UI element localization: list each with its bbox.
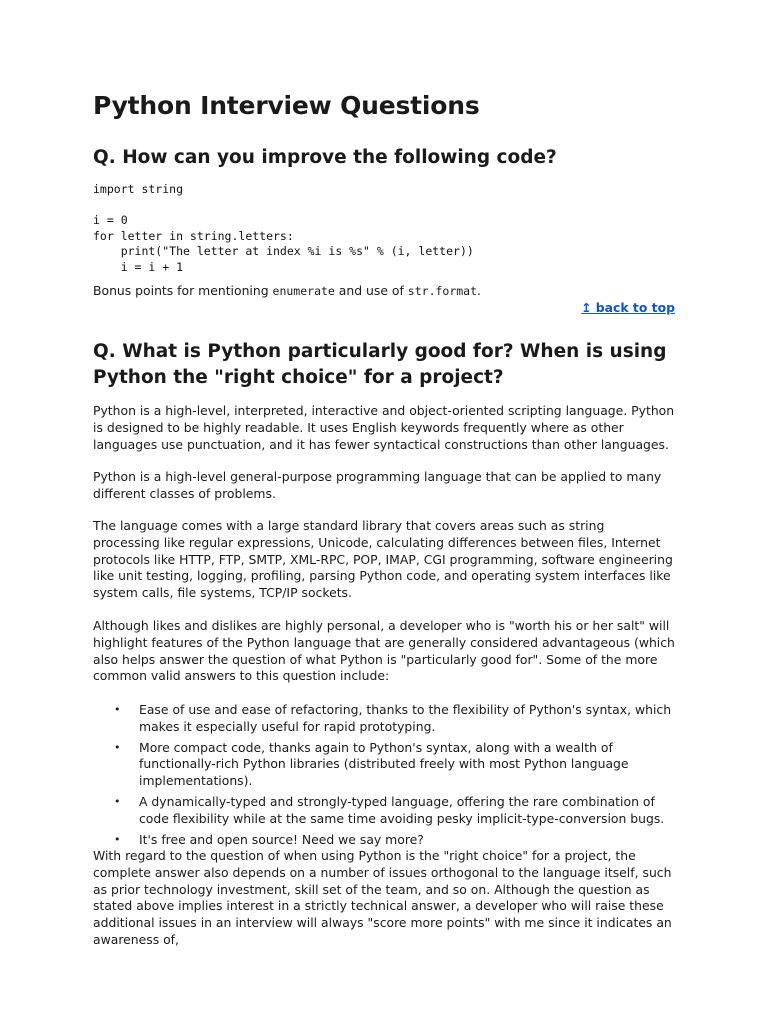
answers-list [93, 702, 675, 852]
paragraph: With regard to the question of when using Python is the "right choice" for a project, the complete answer also depends on a number of issues orthogonal to the language itself, such as prior technology investment, skill set of the team, and so on. Although the question as stated above implies interest in a strictly technical answer, a developer who will raise these additional issues in an interview will always "score more points" with me since it indicates an awareness of, [93, 848, 672, 947]
code-enumerate: enumerate [272, 284, 335, 298]
list-item-text: It's free and open source! Need we say more? [139, 831, 424, 847]
page-title: Python Interview Questions [93, 91, 480, 120]
list-item [93, 702, 675, 736]
bullet-icon: • [114, 740, 121, 754]
code-str-format: str.format [407, 284, 478, 298]
paragraph: The language comes with a large standard library that covers areas such as string processing like regular expressions, Unicode, calculating differences between files, Internet protocols like HTTP, FTP, SMTP, XML-RPC, POP, IMAP, CGI programming, software engineering like unit testing, logging, profiling, parsing Python code, and operating system interfaces like system calls, file systems, TCP/IP sockets. [93, 518, 673, 601]
list-item [93, 740, 675, 790]
bonus-prefix: Bonus points for mentioning [93, 283, 273, 298]
paragraph: Although likes and dislikes are highly personal, a developer who is "worth his or her salt" will highlight features of the Python language that are generally considered advantageous (which also helps answer the question of what Python is "particularly good for". Some of the more common valid answers to this question include: [93, 618, 675, 684]
question-1-heading: Q. How can you improve the following code? [93, 147, 557, 168]
list-item [93, 832, 675, 849]
back-to-top-link[interactable]: ↥ back to top [581, 300, 675, 315]
list-item-text: Ease of use and ease of refactoring, thanks to the flexibility of Python's syntax, which makes it especially useful for rapid prototyping. [139, 702, 672, 734]
list-item-text: A dynamically-typed and strongly-typed language, offering the rare combination of code flexibility while at the same time avoiding pesky implicit-type-conversion bugs. [139, 793, 665, 826]
paragraph: Python is a high-level general-purpose programming language that can be applied to many different classes of problems. [93, 469, 662, 501]
paragraph: Python is a high-level, interpreted, interactive and object-oriented scripting language. Python is designed to be highly readable. It uses English keywords frequently where as other languages use punctuation, and it has fewer syntactical constructions than other languages. [93, 403, 675, 452]
question-2-heading: Q. What is Python particularly good for? When is using Python the "right choice" for a project? [93, 341, 667, 388]
bullet-icon: • [114, 832, 121, 846]
bullet-icon: • [114, 794, 121, 808]
bonus-suffix: . [477, 283, 481, 298]
bonus-note [93, 282, 481, 300]
list-item-text: More compact code, thanks again to Python's syntax, along with a wealth of functionally-rich Python libraries (distributed freely with most Python language implementations). [139, 739, 629, 789]
list-item [93, 794, 675, 828]
code-block: import string i = 0 for letter in string.letters: print("The letter at index %i is %s" % (i, letter)) i = i + 1 [93, 182, 474, 274]
bonus-mid: and use of [334, 283, 408, 298]
bullet-icon: • [114, 703, 121, 716]
